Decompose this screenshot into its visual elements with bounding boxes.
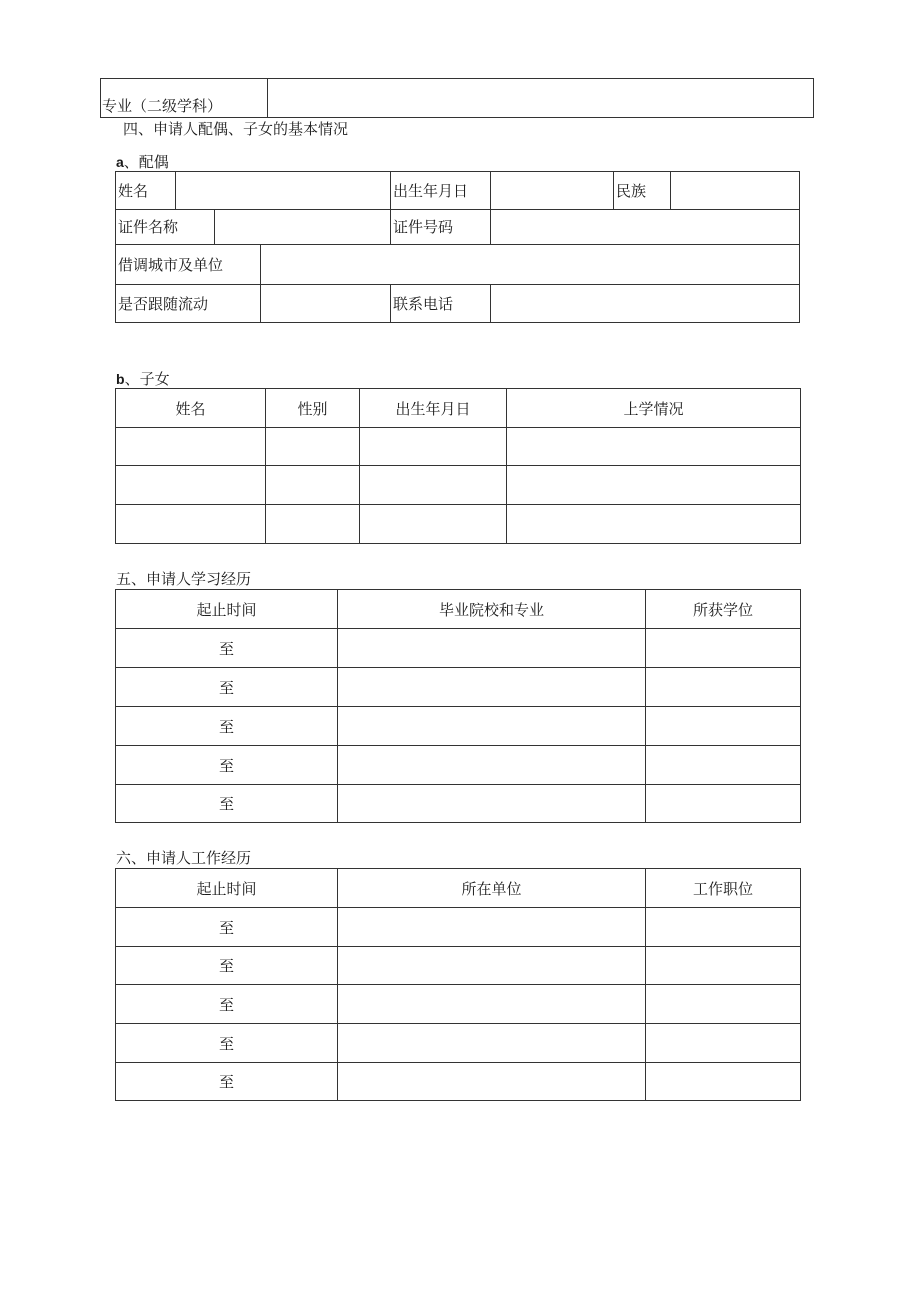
work-cell-text: 至 <box>218 918 234 937</box>
children-cell[interactable] <box>359 465 507 505</box>
children-cell[interactable] <box>265 465 360 505</box>
spouse-title-suffix: 、配偶 <box>123 153 169 171</box>
work-title: 六、申请人工作经历 <box>116 849 252 867</box>
education-cell-text: 至 <box>218 639 234 658</box>
education-cell[interactable] <box>115 706 338 746</box>
work-cell-text: 至 <box>218 1034 234 1053</box>
work-cell[interactable] <box>115 984 338 1024</box>
education-cell[interactable] <box>115 784 338 823</box>
children-header-text: 上学情况 <box>623 399 684 418</box>
spouse-phone-label: 联系电话 <box>393 295 454 313</box>
spouse-col-divider <box>390 209 391 245</box>
children-cell[interactable] <box>359 427 507 466</box>
children-title <box>116 370 170 388</box>
children-header-cell <box>359 388 507 428</box>
work-cell[interactable] <box>337 946 646 985</box>
work-header-text: 工作职位 <box>692 879 753 898</box>
children-header-cell <box>506 388 801 428</box>
spouse-row-divider <box>115 284 800 285</box>
children-cell[interactable] <box>265 427 360 466</box>
children-title-prefix: b <box>116 371 125 387</box>
children-cell[interactable] <box>115 465 266 505</box>
education-header-text: 毕业院校和专业 <box>438 600 544 619</box>
education-cell-text: 至 <box>218 756 234 775</box>
spouse-ethnicity-label: 民族 <box>616 182 647 200</box>
work-cell[interactable] <box>645 946 801 985</box>
education-cell-text: 至 <box>218 795 234 813</box>
work-cell[interactable] <box>115 1062 338 1101</box>
children-title-suffix: 、子女 <box>124 370 170 388</box>
spouse-col-divider <box>670 171 671 210</box>
work-header-text: 所在单位 <box>461 879 522 898</box>
work-cell[interactable] <box>337 907 646 947</box>
education-header-text: 起止时间 <box>196 600 257 619</box>
spouse-name-label: 姓名 <box>118 182 149 200</box>
spouse-birth-label: 出生年月日 <box>393 182 469 200</box>
education-header-text: 所获学位 <box>692 600 753 619</box>
education-cell[interactable] <box>337 745 646 785</box>
education-cell[interactable] <box>115 667 338 707</box>
work-cell-text: 至 <box>218 957 234 975</box>
work-cell[interactable] <box>337 1062 646 1101</box>
work-cell[interactable] <box>645 984 801 1024</box>
work-cell[interactable] <box>115 946 338 985</box>
work-cell-text: 至 <box>218 1073 234 1091</box>
spouse-row-divider <box>115 209 800 210</box>
work-cell[interactable] <box>645 1062 801 1101</box>
spouse-col-divider <box>390 284 391 323</box>
children-header-cell <box>115 388 266 428</box>
spouse-title-prefix: a <box>116 154 124 170</box>
education-header-cell <box>115 589 338 629</box>
spouse-city-unit-label: 借调城市及单位 <box>118 256 224 274</box>
education-cell[interactable] <box>337 706 646 746</box>
children-cell[interactable] <box>115 427 266 466</box>
work-cell[interactable] <box>115 907 338 947</box>
major-label: 专业（二级学科） <box>102 97 223 115</box>
spouse-id-type-label: 证件名称 <box>118 218 179 236</box>
work-cell[interactable] <box>645 907 801 947</box>
education-cell-text: 至 <box>218 678 234 697</box>
education-cell[interactable] <box>645 667 801 707</box>
children-header-text: 性别 <box>297 399 328 418</box>
education-header-cell <box>337 589 646 629</box>
spouse-col-divider <box>613 171 614 210</box>
spouse-title <box>116 153 169 171</box>
spouse-col-divider <box>175 171 176 210</box>
work-header-text: 起止时间 <box>196 879 257 898</box>
spouse-follow-label: 是否跟随流动 <box>118 295 209 313</box>
children-cell[interactable] <box>359 504 507 544</box>
work-header-cell <box>337 868 646 908</box>
children-cell[interactable] <box>506 427 801 466</box>
spouse-col-divider <box>490 171 491 210</box>
work-cell[interactable] <box>645 1023 801 1063</box>
spouse-col-divider <box>390 171 391 210</box>
section4-title: 四、申请人配偶、子女的基本情况 <box>123 120 349 138</box>
spouse-col-divider <box>490 284 491 323</box>
education-cell[interactable] <box>645 628 801 668</box>
children-cell[interactable] <box>115 504 266 544</box>
children-header-text: 姓名 <box>175 399 206 418</box>
education-cell[interactable] <box>337 784 646 823</box>
children-cell[interactable] <box>506 465 801 505</box>
spouse-col-divider <box>260 244 261 285</box>
work-cell[interactable] <box>337 984 646 1024</box>
education-header-cell <box>645 589 801 629</box>
spouse-id-number-label: 证件号码 <box>393 218 454 236</box>
children-cell[interactable] <box>265 504 360 544</box>
spouse-col-divider <box>490 209 491 245</box>
children-header-cell <box>265 388 360 428</box>
education-cell[interactable] <box>337 628 646 668</box>
spouse-col-divider <box>214 209 215 245</box>
education-title: 五、申请人学习经历 <box>116 570 252 588</box>
work-header-cell <box>645 868 801 908</box>
children-header-text: 出生年月日 <box>395 399 471 418</box>
education-cell[interactable] <box>115 628 338 668</box>
education-cell[interactable] <box>337 667 646 707</box>
education-cell[interactable] <box>115 745 338 785</box>
children-cell[interactable] <box>506 504 801 544</box>
education-cell[interactable] <box>645 706 801 746</box>
spouse-col-divider <box>260 284 261 323</box>
spouse-row-divider <box>115 244 800 245</box>
work-cell[interactable] <box>115 1023 338 1063</box>
work-cell[interactable] <box>337 1023 646 1063</box>
education-cell[interactable] <box>645 784 801 823</box>
work-cell-text: 至 <box>218 995 234 1014</box>
work-header-cell <box>115 868 338 908</box>
education-cell[interactable] <box>645 745 801 785</box>
education-cell-text: 至 <box>218 717 234 736</box>
major-value-cell[interactable] <box>267 78 814 118</box>
